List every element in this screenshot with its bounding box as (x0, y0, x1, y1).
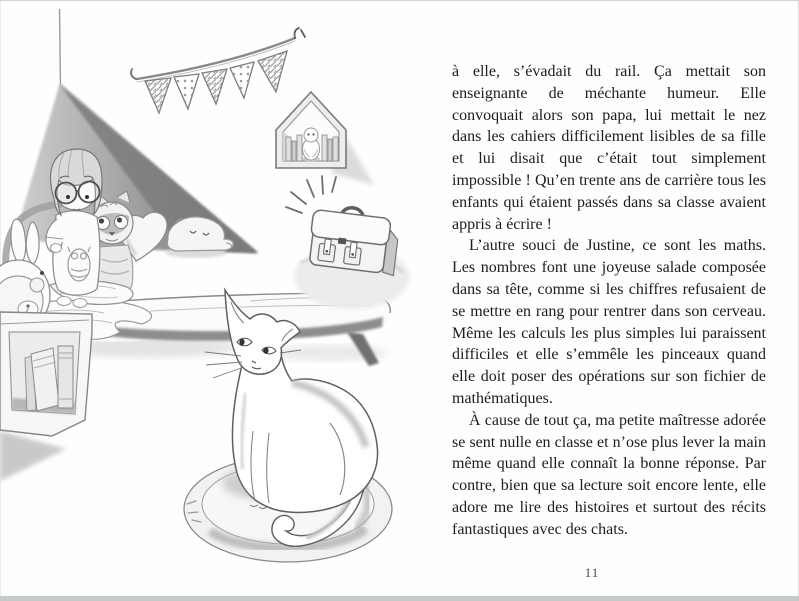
sleeping-plush (166, 217, 233, 258)
books-icon (25, 346, 73, 411)
page-bottom-border (0, 596, 799, 601)
bunting-garland (131, 28, 305, 113)
body-text (452, 61, 766, 541)
sparkle-lines-icon (286, 176, 336, 213)
bookshelf (0, 312, 92, 436)
paragraph-2: L’autre souci de Justine, ce sont les maths. Les nombres font une joyeuse salade composée dans sa tête, comme si les chiffres refusaient de se mettre en rang pour rentrer dans son cerveau. Même les calculs les plus simples lui paraissent difficiles et elle s’emmêle les pinceaux quand elle doit poser des opérations sur son fichier de mathématiques. (452, 237, 766, 407)
house-shelf (276, 92, 374, 185)
page-number: 11 (584, 565, 600, 580)
bird-figurine-icon (302, 128, 320, 161)
paragraph-3: À cause de tout ça, ma petite maîtresse adorée se sent nulle en classe et n’ose plus lever la main même quand elle connaît la bonne réponse. Par contre, bien que sa lecture soit encore lente, elle adore me lire des histoires et surtout des récits fantastiques avec des chats. (452, 411, 766, 538)
bedroom-illustration (0, 1, 442, 586)
paragraph-1: à elle, s’évadait du rail. Ça mettait son enseignante de méchante humeur. Elle convoquait alors son papa, lui mettait le nez dans les cahiers difficilement lisibles de sa fille et lui disait que c’était tout simplement impossible ! Qu’en trente ans de carrière tous les enfants qui étaient passés dans sa classe avaient appris à écrire ! (452, 63, 766, 233)
